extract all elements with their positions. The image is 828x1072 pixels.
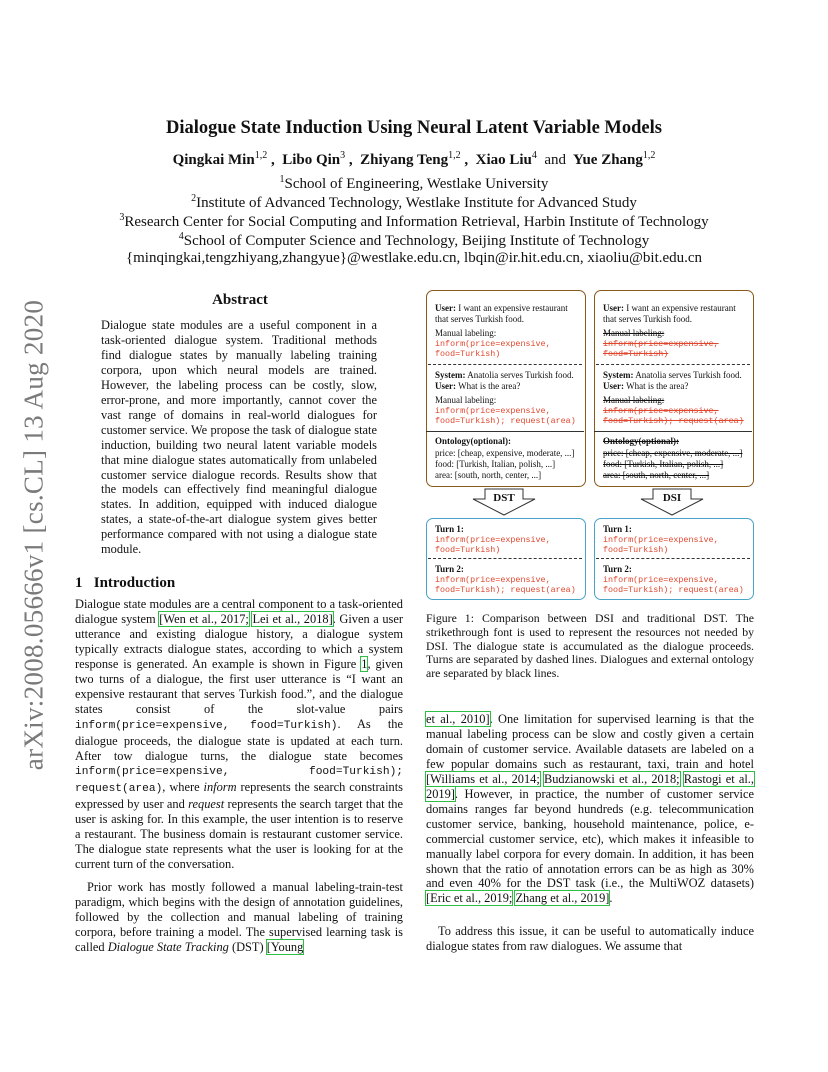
author-name: Xiao Liu [475, 152, 532, 168]
citation-link[interactable]: Zhang et al., 2019] [515, 891, 610, 906]
turn-separator [596, 558, 750, 559]
affiliation: $^4$School of Computer Science and Technology, Beijing Institute of Technology [178, 231, 650, 249]
citation-link[interactable]: Lei et al., 2018] [252, 611, 333, 626]
abstract-heading: Abstract [212, 292, 268, 308]
arxiv-stamp: arXiv:2008.05666v1 [cs.CL] 13 Aug 2020 [18, 299, 49, 771]
author-name: Zhiyang Teng [360, 152, 449, 168]
author-name: Yue Zhang [573, 152, 643, 168]
dst-label: DST [493, 492, 515, 504]
affiliation: $^2$Institute of Advanced Technology, Westlake Institute for Advanced Study [191, 193, 637, 211]
ontology-separator [594, 431, 752, 432]
right-paragraph: To address this issue, it can be useful to automatically induce dialogue states from raw dialogues. We assume that [426, 924, 754, 953]
author-name: Qingkai Min [172, 152, 255, 168]
section-heading: 1 Introduction [75, 575, 176, 591]
paper-title: Dialogue State Induction Using Neural Latent Variable Models [166, 118, 662, 138]
right-paragraph: et al., 2010]. One limitation for supervised learning is that the manual labeling process can be slow and costly given a certain domain of customer service. Available datasets are labeled on a few popular domains such as restaurant, taxi, train and hotel [Williams et al., 2014; Budzianowski et al., 2018; Rastogi et al., 2019]. However, in practice, the number of customer service domains ranges far beyond hundreds (e.g. telecommunication customer service, banking, household maintenance, police, e-commercial customer service, etc), which makes it infeasible to manually label corpora for every domain. In addition, it has been shown that the ratio of annotation errors can be as high as 30% and even 40% for the DST task (i.e., the MultiWOZ datasets) [Eric et al., 2019; Zhang et al., 2019]. [426, 712, 754, 906]
turn-separator [428, 558, 582, 559]
figure-caption: Figure 1: Comparison between DSI and traditional DST. The strikethrough font is used to represent the resources not needed by DSI. The dialogue state is accumulated as the dialogue proceeds. Turns are separated by dashed lines. Dialogues and external ontology are separated by black lines. [426, 611, 754, 681]
citation-link[interactable]: [Williams et al., 2014; [426, 771, 540, 786]
citation-link[interactable]: [Wen et al., 2017; [159, 611, 249, 626]
email-list: {minqingkai,tengzhiyang,zhangyue}@westlake.edu.cn, lbqin@ir.hit.edu.cn, xiaoliu@bit.edu.cn [125, 250, 703, 266]
citation-link[interactable]: Budzianowski et al., 2018; [543, 771, 680, 786]
citation-link[interactable]: Rastogi et al., 2019] [426, 771, 754, 801]
intro-paragraph: Prior work has mostly followed a manual labeling-train-test paradigm, which begins with the design of annotation guidelines, followed by the collection and manual labeling of training corpora, before training a model. The supervised learning task is called Dialogue State Tracking (DST) [Young [75, 880, 403, 954]
ontology-separator [426, 431, 584, 432]
citation-link[interactable]: et al., 2010] [426, 712, 490, 726]
turn-separator [596, 364, 750, 365]
author-name: Libo Qin [282, 152, 341, 168]
turn-separator [428, 364, 582, 365]
dsi-label: DSI [662, 492, 682, 504]
figure-link[interactable]: 1 [361, 656, 368, 671]
affiliation: $^1$School of Engineering, Westlake University [279, 174, 549, 192]
affiliation: $^3$Research Center for Social Computing and Information Retrieval, Harbin Institute of Technology [119, 212, 709, 230]
abstract-text: Dialogue state modules are a useful component in a task-oriented dialogue system. Traditional methods find dialogue states by manually labeling training corpora, upon which neural models are trained. However, the labeling process can be costly, slow, error-prone, and more importantly, cannot cover the vast range of domains in real-world dialogues for customer service. We propose the task of dialogue state induction, building two neural latent variable models that mine dialogue states automatically from unlabeled customer service dialogue records. Results show that the models can effectively find meaningful dialogue states. In addition, equipped with induced dialogue states, a state-of-the-art dialogue system gives better performance compared with not using a dialogue state module. [101, 318, 377, 557]
citation-link[interactable]: [Eric et al., 2019; [426, 891, 513, 906]
intro-paragraph: Dialogue state modules are a central component to a task-oriented dialogue system [Wen et al., 2017; Lei et al., 2018]. Given a user utterance and existing dialogue history, a dialogue system typically extracts dialogue states, according to which a system response is generated. An example is shown in Figure 1, given two turns of a dialogue, the first user utterance is “I want an expensive restaurant that serves Turkish food.”, and the dialogue states consist of the slot-value pairs inform(price=expensive, food=Turkish). As the dialogue proceeds, the dialogue state is updated at each turn. After tow dialogue turns, the dialogue state becomes inform(price=expensive, food=Turkish); request(area), where inform represents the search constraints expressed by user and request represents the search target that the user is asking for. In this example, the user intention is to reserve a restaurant. The business domain is restaurant customer service. The dialogue state represents what the user is looking for at the current turn of the conversation. [75, 597, 403, 872]
figure-1: User: I want an expensive restaurant that serves Turkish food. Manual labeling: inform(price=expensive, food=Turkish) System: Anatolia serves Turkish food. User: What is the area? Manual labeling: inform(price=expensive, food=Turkish); request(area) Ontology(optional): price: [cheap, expensive, moderate, ...] food: [Turkish, Italian, polish, ...] area: [south, north, center, ...] User: I want an expensive restaurant that serves Turkish food. Manual labeling: inform(price=expensive, food=Turkish) System: Anatolia serves Turkish food. User: What is the area? Manual labeling: inform(price=expensive, food=Turkish); request(area) Ontology(optional): price: [cheap, expensive, moderate, ...] food: [Turkish, Italian, polish, ...] area: [south, north, center, ...] DST DSI Turn 1: inform(price=expensive, food=Turkish) Turn 2: inform(price=expensive, food=Turkish); request(area) Turn 1: inform(price=expensive, food=Turkish) Turn 2: inform(price=expensive, food=Turkish); request(area) [426, 290, 756, 600]
author-list: Qingkai Min$^{1,2}$ , Libo Qin$^3$ , Zhiyang Teng$^{1,2}$ , Xiao Liu$^4$ and Yue Zhang$^{1,2}$ [172, 150, 656, 168]
citation-link[interactable]: [Young [266, 939, 304, 954]
